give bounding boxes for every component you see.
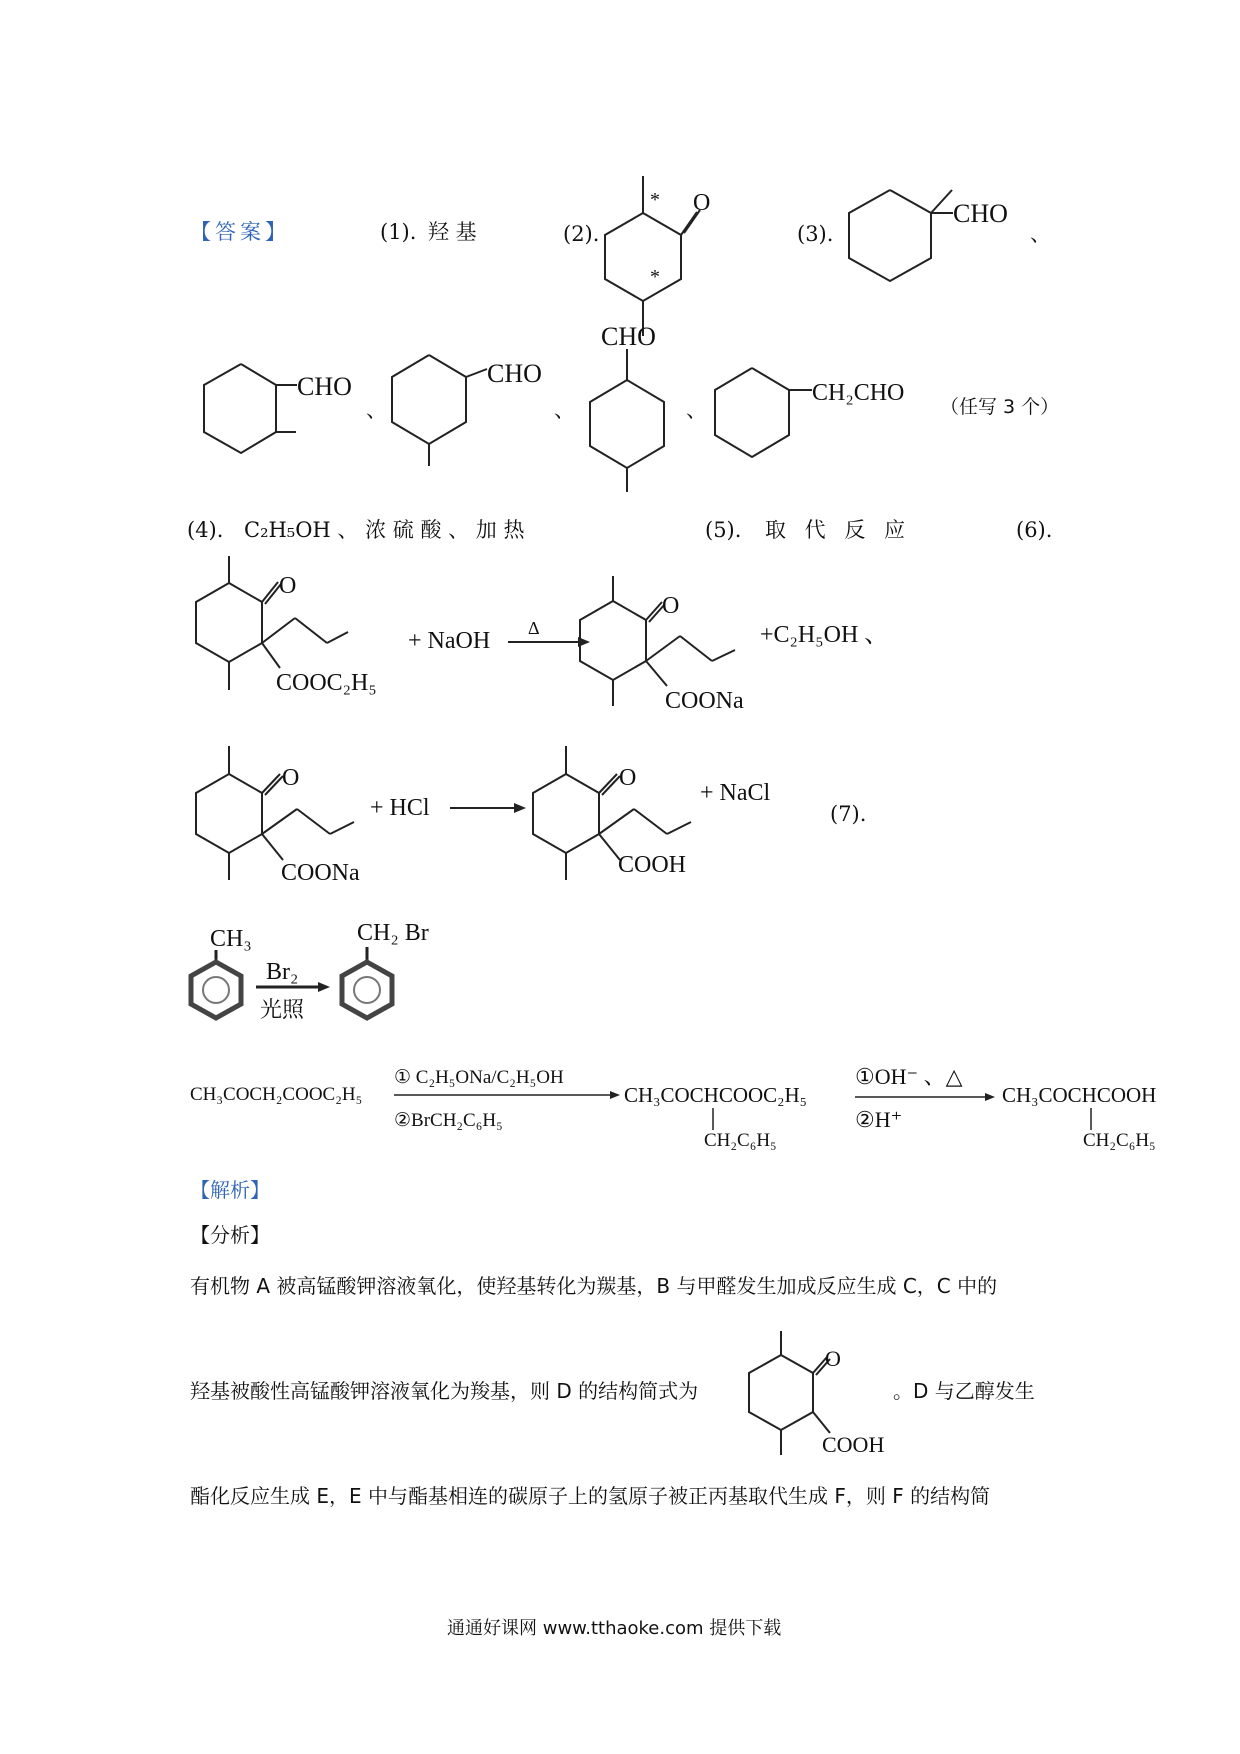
q6b-plus-nacl: + NaCl <box>700 780 771 806</box>
q6-delta: Δ <box>528 618 540 638</box>
syn-cond1-top: ① C₂H₅ONa/C₂H₅OH <box>394 1067 564 1088</box>
q3-1-cho: CHO <box>953 199 1008 228</box>
sep-3: 、 <box>554 398 575 422</box>
q6b-plus-hcl: + HCl <box>370 795 430 821</box>
syn-product-sub: CH₂C₆H₅ <box>1083 1130 1156 1151</box>
q4-number: (4). <box>187 518 224 542</box>
analysis-para-2a: 羟基被酸性高锰酸钾溶液氧化为羧基，则 D 的结构简式为 <box>190 1379 699 1403</box>
q6-number: (6). <box>1016 518 1053 542</box>
syn-cond2-bottom: ②H⁺ <box>855 1107 903 1132</box>
d-cooh: COOH <box>822 1432 885 1457</box>
q2-star-1: * <box>650 189 660 211</box>
q2-star-2: * <box>650 266 660 288</box>
any-three-note: （任写 3 个） <box>940 396 1060 418</box>
analysis-para-3: 酯化反应生成 E，E 中与酯基相连的碳原子上的氢原子被正丙基取代生成 F，则 F 的结构简 <box>190 1484 991 1508</box>
q5-number: (5). <box>705 518 742 542</box>
syn-intermediate-sub: CH₂C₆H₅ <box>704 1130 777 1151</box>
fenxi-label: 【分析】 <box>190 1223 270 1247</box>
syn-intermediate: CH₃COCHCOOC₂H₅ <box>624 1083 807 1107</box>
q6-p-oxygen: O <box>662 593 680 619</box>
q2-number: (2). <box>563 222 600 246</box>
q7-br2: Br₂ <box>266 959 299 985</box>
q3-2-cho: CHO <box>297 372 352 401</box>
footer-text: 通通好课网 www.tthaoke.com 提供下载 <box>447 1618 782 1639</box>
sep-2: 、 <box>366 398 387 422</box>
q7-ch3: CH₃ <box>210 926 252 952</box>
q5-answer: 取 代 反 应 <box>765 518 912 542</box>
q4-answer: C₂H₅OH 、 浓 硫 酸 、 加 热 <box>244 518 525 542</box>
q6-p-coona: COONa <box>665 688 744 714</box>
q6-plus-naoh: + NaOH <box>408 628 491 654</box>
q6b-p-cooh: COOH <box>618 852 687 878</box>
syn-cond1-bottom: ②BrCH₂C₆H₅ <box>394 1110 503 1131</box>
syn-cond2-top: ①OH⁻ 、△ <box>855 1064 963 1089</box>
q2-oxygen: O <box>693 190 711 216</box>
q3-5-ch2cho: CH₂CHO <box>812 380 905 406</box>
analysis-para-2b: 。D 与乙醇发生 <box>893 1379 1035 1403</box>
d-oxygen: O <box>825 1346 841 1371</box>
q6b-p-oxygen: O <box>619 765 637 791</box>
q3-4-cho: CHO <box>601 322 656 351</box>
q6-plus-ethanol: +C₂H₅OH 、 <box>760 622 889 648</box>
q6-r-oxygen: O <box>279 573 297 599</box>
q3-3-cho: CHO <box>487 359 542 388</box>
q6b-r-coona: COONa <box>281 860 360 886</box>
syn-product: CH₃COCHCOOH <box>1002 1083 1157 1107</box>
q7-number: (7). <box>830 802 867 826</box>
q7-light: 光照 <box>260 997 305 1022</box>
sep-1: 、 <box>1030 222 1051 246</box>
analysis-label: 【解析】 <box>190 1178 270 1202</box>
syn-reactant: CH₃COCH₂COOC₂H₅ <box>190 1084 363 1105</box>
q6b-r-oxygen: O <box>282 765 300 791</box>
q3-number: (3). <box>797 222 834 246</box>
sep-4: 、 <box>686 398 707 422</box>
answer-label: 【答案】 <box>190 220 290 244</box>
q1-number: (1). <box>380 220 417 244</box>
q6-r-ester: COOC₂H₅ <box>276 670 377 696</box>
q7-ch2br: CH₂ Br <box>357 920 429 946</box>
analysis-para-1: 有机物 A 被高锰酸钾溶液氧化，使羟基转化为羰基，B 与甲醛发生加成反应生成 C，C 中的 <box>190 1274 998 1298</box>
q1-answer: 羟 基 <box>428 220 477 244</box>
